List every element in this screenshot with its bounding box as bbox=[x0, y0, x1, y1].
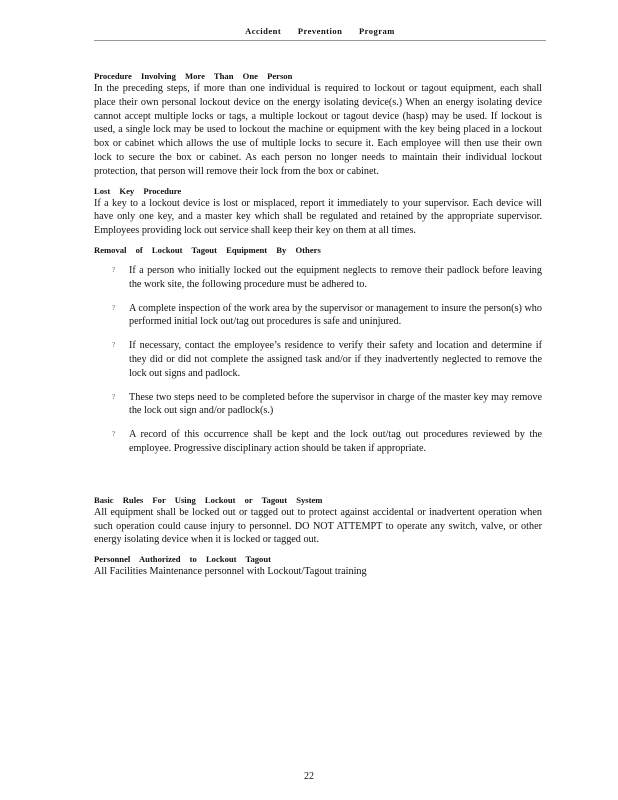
bullet-marker: ? bbox=[112, 265, 116, 274]
section-personnel-authorized bbox=[94, 553, 542, 579]
section-body: In the preceding steps, if more than one individual is required to lockout or tagout equipment, each shall place their own personal lockout device on the energy isolating device(s.) When an energy isolating device cannot accept multiple locks or tags, a multiple lockout or tagout device (hasp) may be used. If lockout is used, a single lock may be used to lockout the machine or equipment with the key being placed in a lockout box or cabinet which allows the use of multiple locks to secure it. Each employee will then use their own lock to secure the box or cabinet. As each person no longer needs to maintain their individual lockout protection, that person will remove their lock from the box or cabinet. bbox=[94, 83, 542, 177]
section-lost-key bbox=[94, 185, 542, 238]
list-item bbox=[94, 391, 542, 419]
section-spacer bbox=[94, 466, 542, 494]
page-content bbox=[94, 70, 542, 585]
bullet-marker: ? bbox=[112, 341, 116, 350]
section-body: All equipment shall be locked out or tagged out to protect against accidental or inadvertent operation when such operation could cause injury to personnel. DO NOT ATTEMPT to operate any switch, valve, or other energy isolating device when it is locked or tagged out. bbox=[94, 506, 542, 546]
section-body: All Facilities Maintenance personnel with Lockout/Tagout training bbox=[94, 566, 367, 578]
list-item bbox=[94, 302, 542, 330]
header-rule bbox=[94, 40, 546, 41]
section-removal-by-others bbox=[94, 244, 542, 456]
running-header: Accident Prevention Program bbox=[245, 26, 395, 36]
list-item-text: A complete inspection of the work area by the supervisor or management to insure the person(s) who performed initial lock out/tag out procedures is safe and uninjured. bbox=[129, 302, 542, 328]
list-item bbox=[94, 264, 542, 292]
list-item-text: If a person who initially locked out the equipment neglects to remove their padlock before leaving the work site, the following procedure must be adhered to. bbox=[129, 264, 542, 290]
bullet-marker: ? bbox=[112, 430, 116, 439]
list-item-text: If necessary, contact the employee’s residence to verify their safety and location and determine if they did or did not complete the assigned task and/or if they inadvertently neglected to remove the lock out signs and padlock. bbox=[129, 340, 542, 379]
section-basic-rules bbox=[94, 494, 542, 547]
section-heading: Personnel Authorized to Lockout Tagout bbox=[94, 554, 271, 565]
bullet-marker: ? bbox=[112, 392, 116, 401]
section-heading: Removal of Lockout Tagout Equipment By Others bbox=[94, 244, 321, 255]
bullet-list bbox=[94, 264, 542, 456]
section-heading: Procedure Involving More Than One Person bbox=[94, 71, 293, 81]
bullet-marker: ? bbox=[112, 303, 116, 312]
list-item bbox=[94, 428, 542, 456]
page-number: 22 bbox=[304, 771, 314, 782]
section-body: If a key to a lockout device is lost or misplaced, report it immediately to your supervisor. Each device will have only one key, and a master key which shall be regulated and retained by the appropriate supervisor. Employees providing lock out service shall keep their key on them at all times. bbox=[94, 197, 542, 237]
section-procedure-more-than-one bbox=[94, 70, 542, 179]
section-heading: Basic Rules For Using Lockout or Tagout System bbox=[94, 494, 323, 505]
list-item-text: These two steps need to be completed before the supervisor in charge of the master key may remove the lock out sign and/or padlock(s.) bbox=[129, 391, 542, 417]
section-heading: Lost Key Procedure bbox=[94, 185, 182, 196]
list-item bbox=[94, 339, 542, 380]
list-item-text: A record of this occurrence shall be kept and the lock out/tag out procedures reviewed by the employee. Progressive disciplinary action should be taken if appropriate. bbox=[129, 429, 542, 454]
